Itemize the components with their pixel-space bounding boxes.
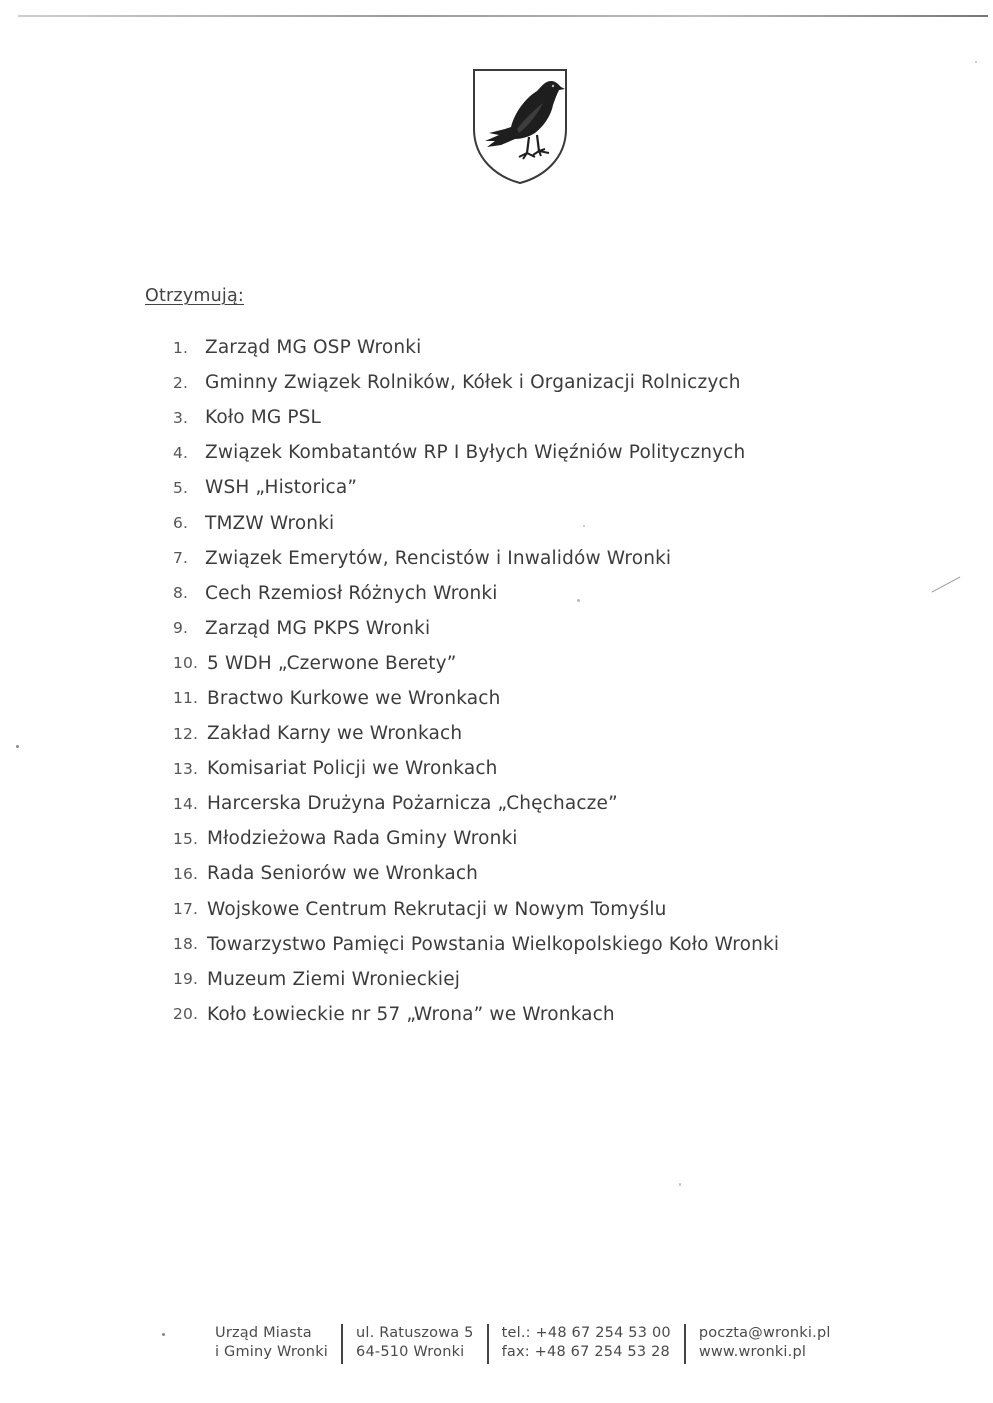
- item-text: Muzeum Ziemi Wronieckiej: [207, 968, 461, 990]
- list-item: [173, 716, 779, 751]
- list-item: [173, 751, 779, 786]
- list-item: [173, 541, 779, 576]
- footer-divider: [487, 1324, 489, 1364]
- item-text: Koło MG PSL: [205, 407, 322, 429]
- email-address: poczta@wronki.pl: [698, 1325, 831, 1341]
- item-number: 16.: [173, 864, 199, 883]
- list-item: [173, 611, 779, 646]
- list-item: [173, 435, 779, 470]
- item-number: 9.: [173, 619, 189, 638]
- item-number: 15.: [173, 829, 199, 848]
- list-item: [173, 856, 779, 891]
- list-item: [173, 470, 779, 505]
- scan-speck: [583, 525, 585, 527]
- list-item: [173, 400, 779, 435]
- list-item: [173, 576, 779, 611]
- office-name-line1: Urząd Miasta: [215, 1325, 312, 1341]
- list-item: [173, 365, 779, 400]
- item-number: 14.: [173, 794, 199, 813]
- item-text: Bractwo Kurkowe we Wronkach: [207, 687, 501, 709]
- list-item: [173, 927, 779, 962]
- item-number: 4.: [173, 443, 189, 462]
- list-item: [173, 997, 779, 1032]
- scan-mark: [932, 577, 961, 593]
- list-item: [173, 646, 779, 681]
- scan-speck: [162, 1333, 165, 1336]
- item-text: Komisariat Policji we Wronkach: [207, 758, 498, 780]
- list-item: [173, 821, 779, 856]
- recipients-heading: Otrzymują:: [145, 286, 244, 306]
- list-item: [173, 786, 779, 821]
- item-number: 12.: [173, 724, 199, 743]
- item-text: Zarząd MG OSP Wronki: [205, 337, 422, 359]
- item-number: 2.: [173, 373, 189, 392]
- item-number: 3.: [173, 408, 189, 427]
- item-text: Koło Łowieckie nr 57 „Wrona” we Wronkach: [207, 1003, 615, 1025]
- item-text: Zarząd MG PKPS Wronki: [205, 617, 431, 639]
- scan-speck: [679, 1183, 681, 1186]
- recipients-list: [173, 330, 779, 1032]
- scan-edge-line: [18, 15, 988, 17]
- list-item: [173, 505, 779, 540]
- item-number: 18.: [173, 935, 199, 954]
- item-text: Gminny Związek Rolników, Kółek i Organizacji Rolniczych: [205, 372, 741, 394]
- footer-address: [356, 1322, 474, 1364]
- item-text: Wojskowe Centrum Rekrutacji w Nowym Tomyślu: [207, 898, 667, 920]
- item-text: Harcerska Drużyna Pożarnicza „Chęchacze”: [207, 793, 618, 815]
- phone-number: tel.: +48 67 254 53 00: [501, 1325, 671, 1341]
- item-number: 17.: [173, 900, 199, 919]
- footer-divider: [684, 1324, 686, 1364]
- item-text: Młodzieżowa Rada Gminy Wronki: [207, 828, 518, 850]
- item-number: 5.: [173, 478, 189, 497]
- item-text: WSH „Historica”: [205, 477, 358, 499]
- item-text: Związek Kombatantów RP I Byłych Więźniów Politycznych: [205, 442, 746, 464]
- item-number: 20.: [173, 1005, 199, 1024]
- item-text: TMZW Wronki: [205, 512, 335, 534]
- list-item: [173, 330, 779, 365]
- item-text: 5 WDH „Czerwone Berety”: [207, 652, 457, 674]
- fax-number: fax: +48 67 254 53 28: [501, 1344, 670, 1360]
- item-number: 1.: [173, 338, 189, 357]
- list-item: [173, 681, 779, 716]
- list-item: [173, 962, 779, 997]
- footer-divider: [341, 1324, 343, 1364]
- list-item: [173, 892, 779, 927]
- office-name-line2: i Gminy Wronki: [215, 1344, 329, 1360]
- item-number: 19.: [173, 970, 199, 989]
- footer-office: [215, 1322, 328, 1364]
- website-address: www.wronki.pl: [698, 1344, 807, 1360]
- item-number: 10.: [173, 654, 199, 673]
- item-number: 7.: [173, 549, 189, 568]
- scan-speck: [975, 61, 977, 63]
- item-text: Związek Emerytów, Rencistów i Inwalidów Wronki: [205, 547, 672, 569]
- item-text: Zakład Karny we Wronkach: [207, 723, 463, 745]
- postal-city: 64-510 Wronki: [356, 1344, 465, 1360]
- street-address: ul. Ratuszowa 5: [356, 1325, 474, 1341]
- item-number: 11.: [173, 689, 199, 708]
- footer-phones: [502, 1322, 671, 1364]
- footer-contact: [699, 1322, 831, 1364]
- scan-speck: [16, 745, 19, 748]
- item-text: Rada Seniorów we Wronkach: [207, 863, 479, 885]
- scan-speck: [577, 599, 580, 602]
- raven-coat-of-arms-icon: [471, 67, 569, 185]
- item-number: 6.: [173, 514, 189, 533]
- item-number: 13.: [173, 759, 199, 778]
- item-text: Towarzystwo Pamięci Powstania Wielkopolskiego Koło Wronki: [207, 933, 780, 955]
- item-number: 8.: [173, 584, 189, 603]
- letterhead-footer: [215, 1322, 831, 1364]
- item-text: Cech Rzemiosł Różnych Wronki: [205, 582, 498, 604]
